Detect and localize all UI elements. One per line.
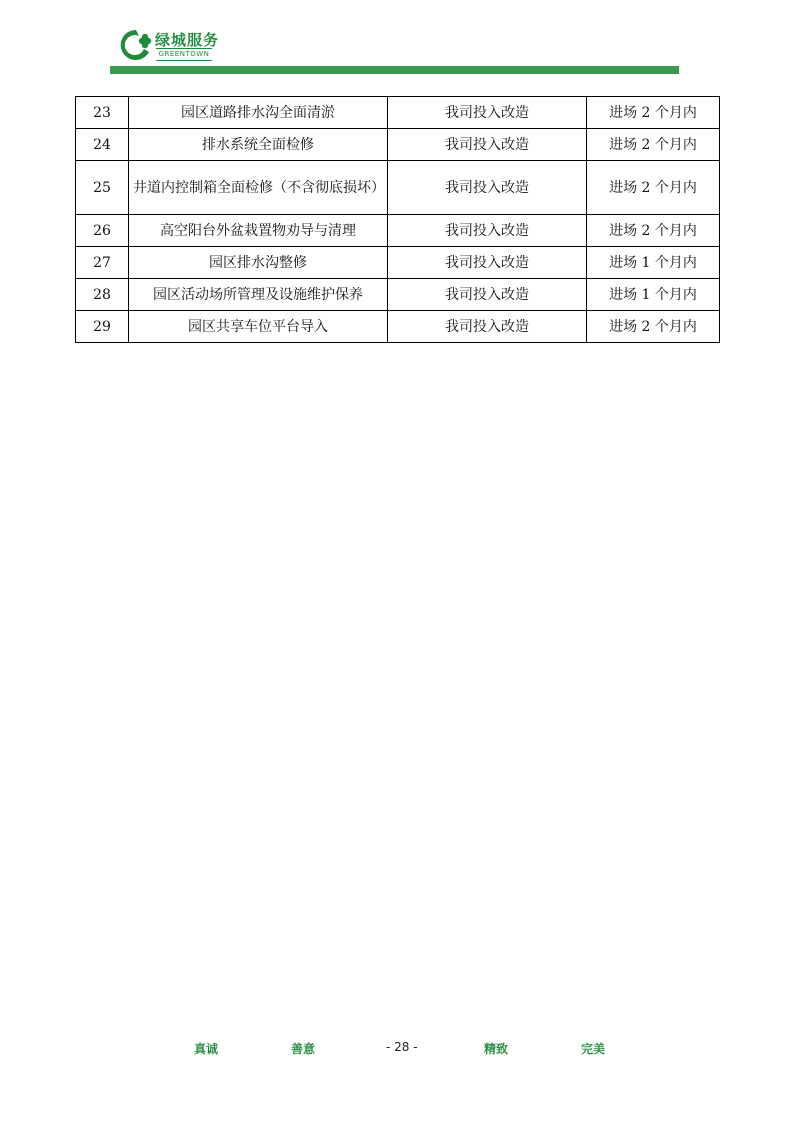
greentown-logo xyxy=(119,28,239,64)
row-item: 园区活动场所管理及设施维护保养 xyxy=(129,279,388,311)
row-item: 井道内控制箱全面检修（不含彻底损坏） xyxy=(129,161,388,215)
table-row xyxy=(76,311,720,343)
renovation-task-table xyxy=(75,96,720,343)
row-method: 我司投入改造 xyxy=(388,215,587,247)
row-number: 23 xyxy=(76,97,129,129)
table-row xyxy=(76,97,720,129)
footer-motto-sincerity: 真诚 xyxy=(194,1042,219,1056)
row-method: 我司投入改造 xyxy=(388,129,587,161)
table-row xyxy=(76,215,720,247)
row-number: 29 xyxy=(76,311,129,343)
footer-motto-perfection: 完美 xyxy=(581,1042,606,1056)
page-number: - 28 - xyxy=(386,1040,418,1054)
greentown-leaf-icon xyxy=(119,28,153,62)
row-time: 进场 2 个月内 xyxy=(587,97,720,129)
row-number: 24 xyxy=(76,129,129,161)
table-row xyxy=(76,279,720,311)
table-row xyxy=(76,161,720,215)
row-method: 我司投入改造 xyxy=(388,311,587,343)
row-number: 28 xyxy=(76,279,129,311)
brand-name-cn: 绿城服务 xyxy=(155,31,220,49)
row-item: 园区共享车位平台导入 xyxy=(129,311,388,343)
row-item: 高空阳台外盆栽置物劝导与清理 xyxy=(129,215,388,247)
row-number: 25 xyxy=(76,161,129,215)
row-method: 我司投入改造 xyxy=(388,97,587,129)
page-footer xyxy=(0,1040,793,1060)
row-time: 进场 2 个月内 xyxy=(587,161,720,215)
row-time: 进场 2 个月内 xyxy=(587,129,720,161)
row-time: 进场 2 个月内 xyxy=(587,215,720,247)
row-item: 园区道路排水沟全面清淤 xyxy=(129,97,388,129)
footer-motto-kindness: 善意 xyxy=(291,1042,316,1056)
brand-name-en: GREENTOWN xyxy=(156,48,212,61)
row-time: 进场 2 个月内 xyxy=(587,311,720,343)
row-time: 进场 1 个月内 xyxy=(587,247,720,279)
row-number: 27 xyxy=(76,247,129,279)
row-item: 园区排水沟整修 xyxy=(129,247,388,279)
row-item: 排水系统全面检修 xyxy=(129,129,388,161)
row-method: 我司投入改造 xyxy=(388,247,587,279)
footer-motto-refinement: 精致 xyxy=(484,1042,509,1056)
row-number: 26 xyxy=(76,215,129,247)
table-row xyxy=(76,129,720,161)
row-method: 我司投入改造 xyxy=(388,161,587,215)
header-rule xyxy=(110,66,679,74)
row-time: 进场 1 个月内 xyxy=(587,279,720,311)
table-row xyxy=(76,247,720,279)
row-method: 我司投入改造 xyxy=(388,279,587,311)
